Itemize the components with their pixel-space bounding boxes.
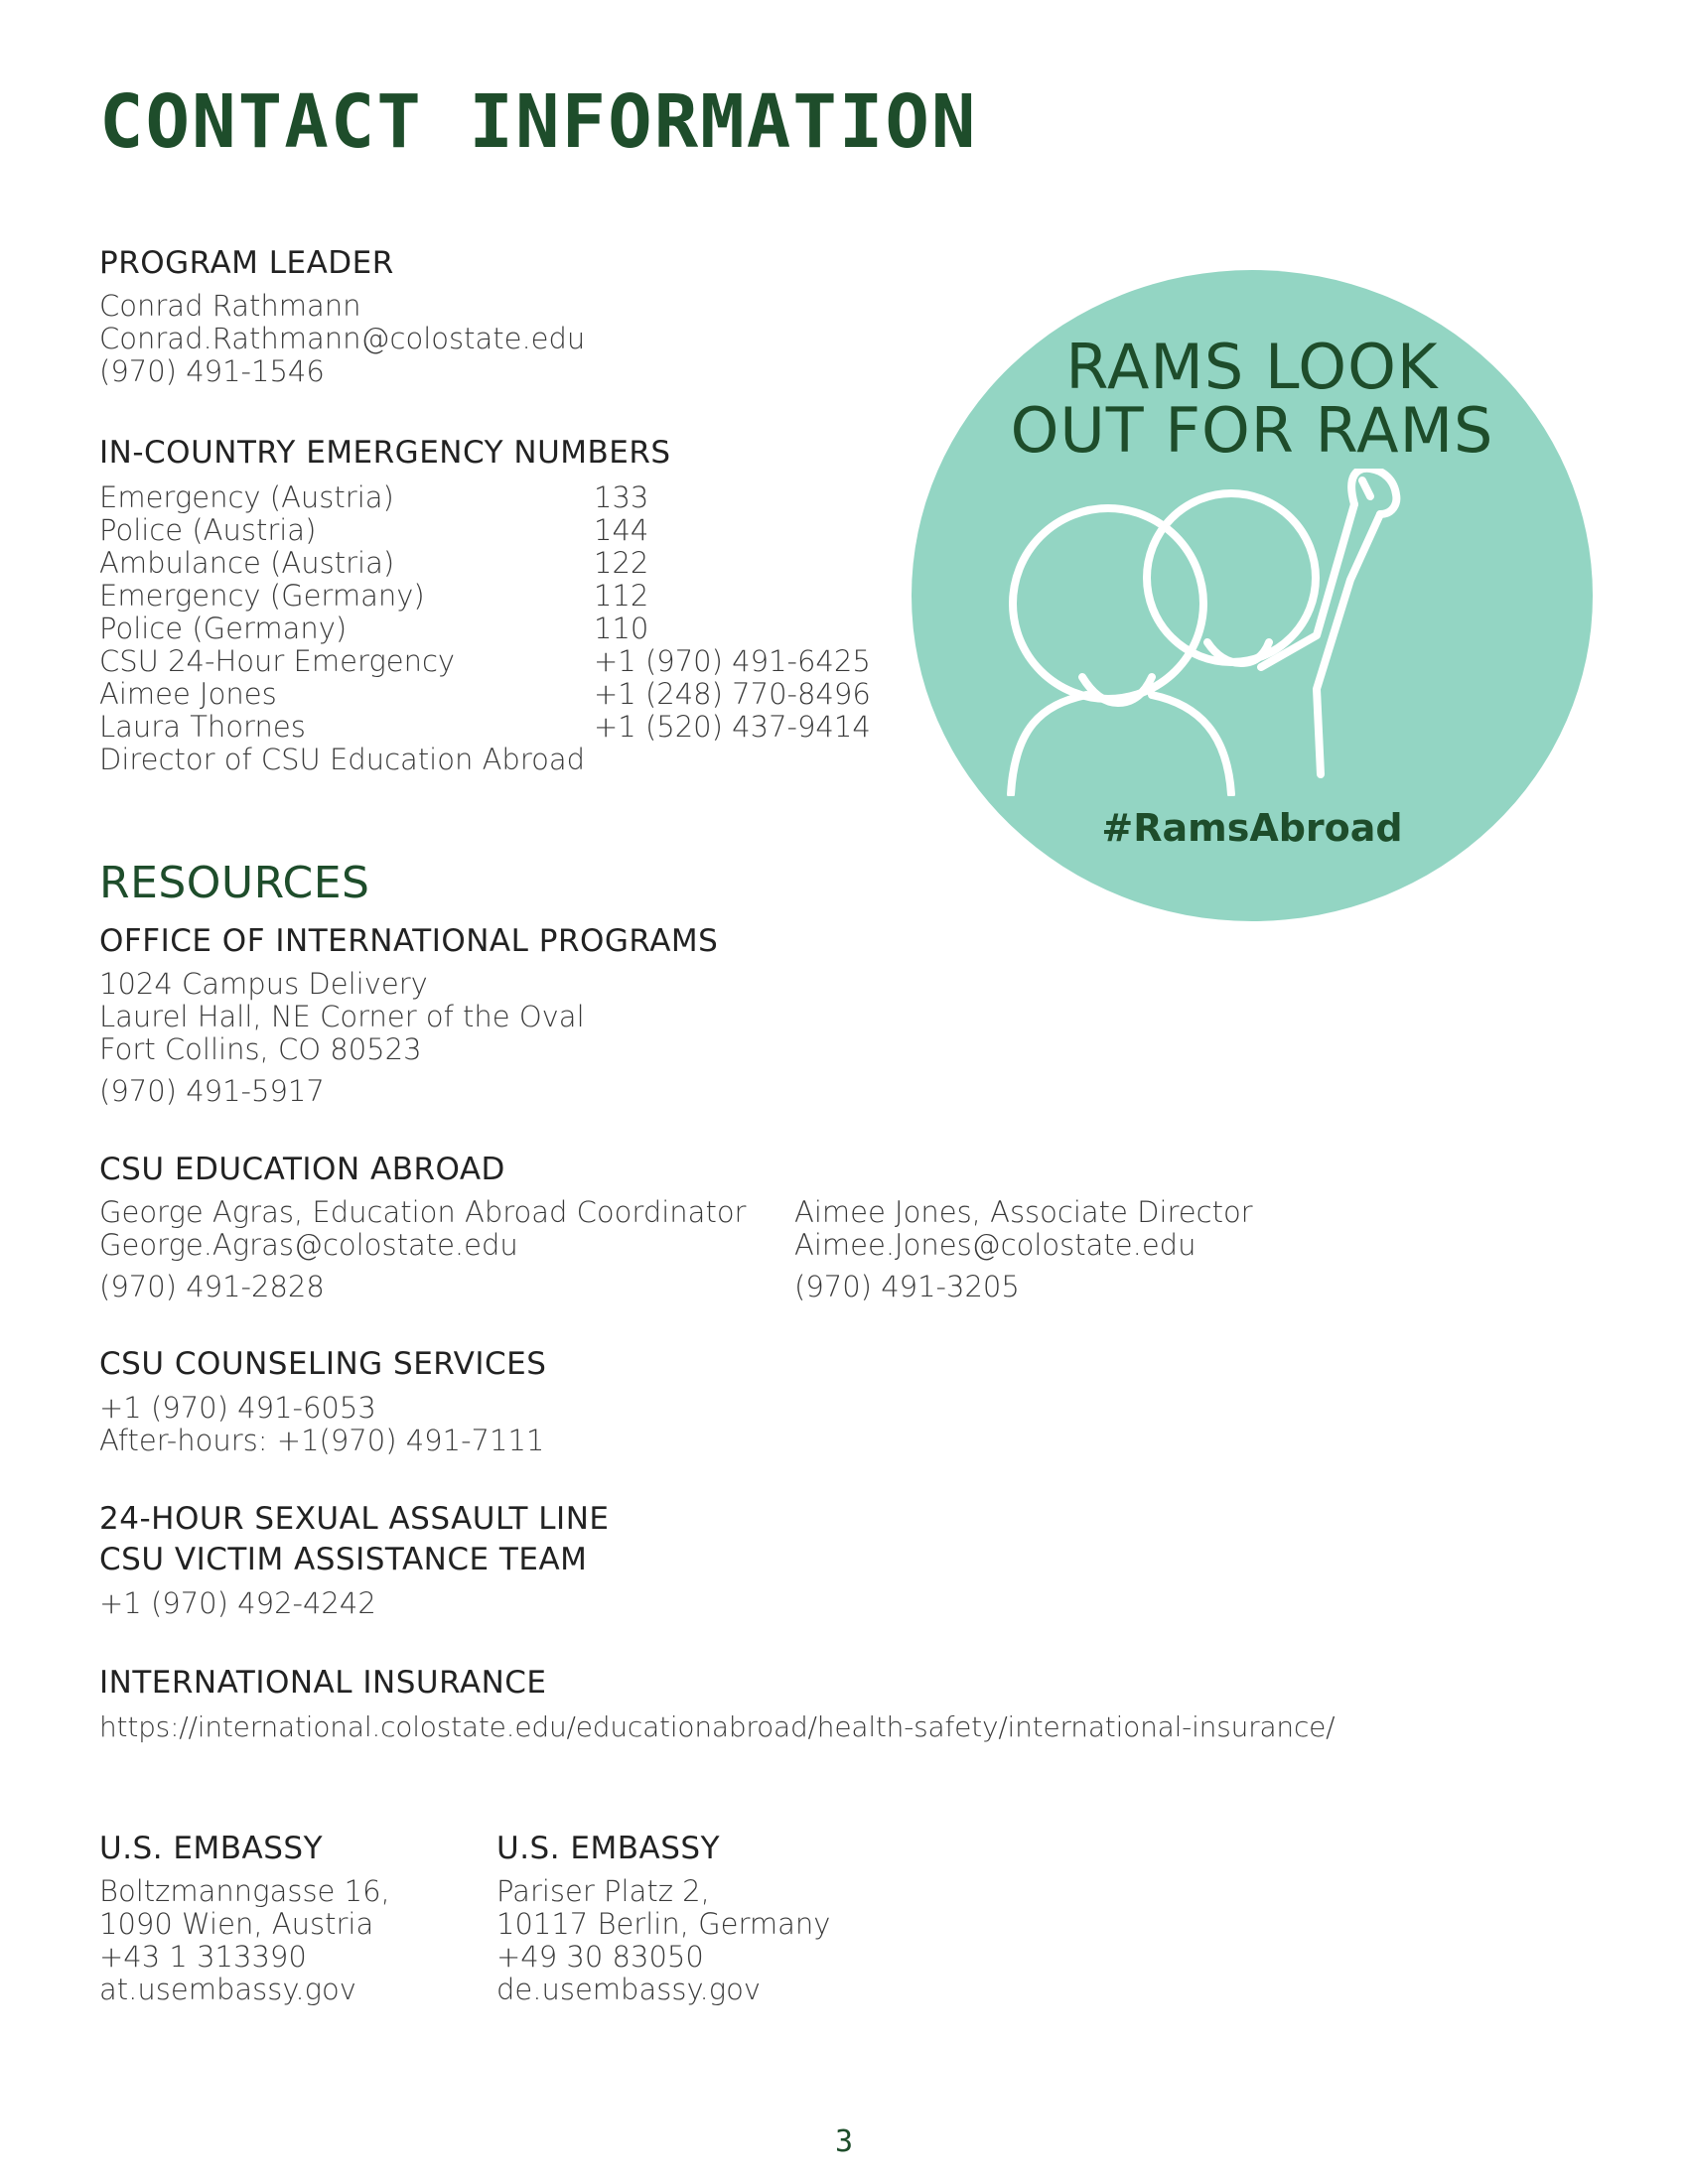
badge-title-line: RAMS LOOK bbox=[1065, 331, 1439, 403]
program-leader-block bbox=[99, 290, 585, 388]
counseling-after-hours: After-hours: +1(970) 491-7111 bbox=[99, 1424, 545, 1457]
emergency-label: CSU 24-Hour Emergency bbox=[99, 644, 456, 678]
emergency-label: Police (Germany) bbox=[99, 612, 348, 645]
education-abroad-contact bbox=[99, 1196, 746, 1262]
embassy-germany-block bbox=[496, 1875, 830, 2006]
program-leader-heading: PROGRAM LEADER bbox=[99, 245, 394, 281]
contact-email[interactable]: Aimee.Jones@colostate.edu bbox=[794, 1228, 1196, 1262]
contact-phone: (970) 491-2828 bbox=[99, 1270, 325, 1303]
oip-address-line: Fort Collins, CO 80523 bbox=[99, 1032, 422, 1066]
program-leader-email[interactable]: Conrad.Rathmann@colostate.edu bbox=[99, 322, 586, 355]
emergency-number: 133 bbox=[594, 480, 649, 514]
emergency-numbers bbox=[594, 481, 871, 744]
embassy-website[interactable]: de.usembassy.gov bbox=[496, 1973, 761, 2006]
oip-address bbox=[99, 968, 585, 1066]
counseling-block bbox=[99, 1392, 544, 1457]
counseling-heading: CSU COUNSELING SERVICES bbox=[99, 1346, 547, 1382]
contact-name: George Agras, Education Abroad Coordinator bbox=[99, 1195, 747, 1229]
embassy-phone: +49 30 83050 bbox=[496, 1940, 704, 1974]
badge-title bbox=[912, 331, 1593, 467]
emergency-label: Emergency (Germany) bbox=[99, 579, 425, 613]
emergency-number: +1 (248) 770-8496 bbox=[594, 677, 871, 711]
oip-address-line: 1024 Campus Delivery bbox=[99, 967, 428, 1001]
embassy-austria-heading: U.S. EMBASSY bbox=[99, 1831, 324, 1866]
emergency-label: Aimee Jones bbox=[99, 677, 277, 711]
embassy-phone: +43 1 313390 bbox=[99, 1940, 307, 1974]
emergency-number: 112 bbox=[594, 579, 649, 613]
embassy-website[interactable]: at.usembassy.gov bbox=[99, 1973, 356, 2006]
two-people-cheering-icon bbox=[1001, 469, 1497, 796]
program-leader-phone: (970) 491-1546 bbox=[99, 354, 325, 388]
education-abroad-heading: CSU EDUCATION ABROAD bbox=[99, 1152, 505, 1187]
emergency-heading: IN-COUNTRY EMERGENCY NUMBERS bbox=[99, 435, 671, 471]
emergency-number: 110 bbox=[594, 612, 649, 645]
emergency-label: Director of CSU Education Abroad bbox=[99, 743, 586, 776]
embassy-address-line: Pariser Platz 2, bbox=[496, 1874, 710, 1908]
embassy-address-line: Boltzmanngasse 16, bbox=[99, 1874, 390, 1908]
rams-badge bbox=[912, 270, 1593, 921]
embassy-address-line: 1090 Wien, Austria bbox=[99, 1907, 374, 1941]
oip-address-line: Laurel Hall, NE Corner of the Oval bbox=[99, 1000, 585, 1033]
counseling-phone: +1 (970) 491-6053 bbox=[99, 1391, 376, 1425]
insurance-link[interactable]: https://international.colostate.edu/educationabroad/health-safety/international-insurance/ bbox=[99, 1710, 1336, 1743]
contact-email[interactable]: George.Agras@colostate.edu bbox=[99, 1228, 518, 1262]
contact-name: Aimee Jones, Associate Director bbox=[794, 1195, 1253, 1229]
page-title: CONTACT INFORMATION bbox=[99, 79, 978, 165]
emergency-number: 144 bbox=[594, 513, 649, 547]
emergency-number: +1 (520) 437-9414 bbox=[594, 710, 871, 744]
badge-title-line: OUT FOR RAMS bbox=[1010, 394, 1494, 467]
assault-line-heading: 24-HOUR SEXUAL ASSAULT LINE bbox=[99, 1501, 610, 1537]
contact-phone: (970) 491-3205 bbox=[794, 1270, 1020, 1303]
emergency-label: Emergency (Austria) bbox=[99, 480, 394, 514]
assault-line-phone: +1 (970) 492-4242 bbox=[99, 1586, 376, 1620]
emergency-number: 122 bbox=[594, 546, 649, 580]
badge-hashtag: #RamsAbroad bbox=[1101, 806, 1403, 850]
page-number: 3 bbox=[834, 2124, 854, 2159]
insurance-heading: INTERNATIONAL INSURANCE bbox=[99, 1665, 547, 1701]
resources-heading: RESOURCES bbox=[99, 858, 370, 908]
embassy-austria-block bbox=[99, 1875, 390, 2006]
embassy-germany-heading: U.S. EMBASSY bbox=[496, 1831, 721, 1866]
embassy-address-line: 10117 Berlin, Germany bbox=[496, 1907, 831, 1941]
emergency-label: Ambulance (Austria) bbox=[99, 546, 395, 580]
oip-phone: (970) 491-5917 bbox=[99, 1074, 325, 1108]
emergency-label: Laura Thornes bbox=[99, 710, 306, 744]
program-leader-name: Conrad Rathmann bbox=[99, 289, 361, 323]
victim-assistance-heading: CSU VICTIM ASSISTANCE TEAM bbox=[99, 1542, 588, 1577]
emergency-label: Police (Austria) bbox=[99, 513, 317, 547]
emergency-labels bbox=[99, 481, 585, 776]
oip-heading: OFFICE OF INTERNATIONAL PROGRAMS bbox=[99, 923, 719, 959]
emergency-number: +1 (970) 491-6425 bbox=[594, 644, 871, 678]
education-abroad-contact bbox=[794, 1196, 1253, 1262]
